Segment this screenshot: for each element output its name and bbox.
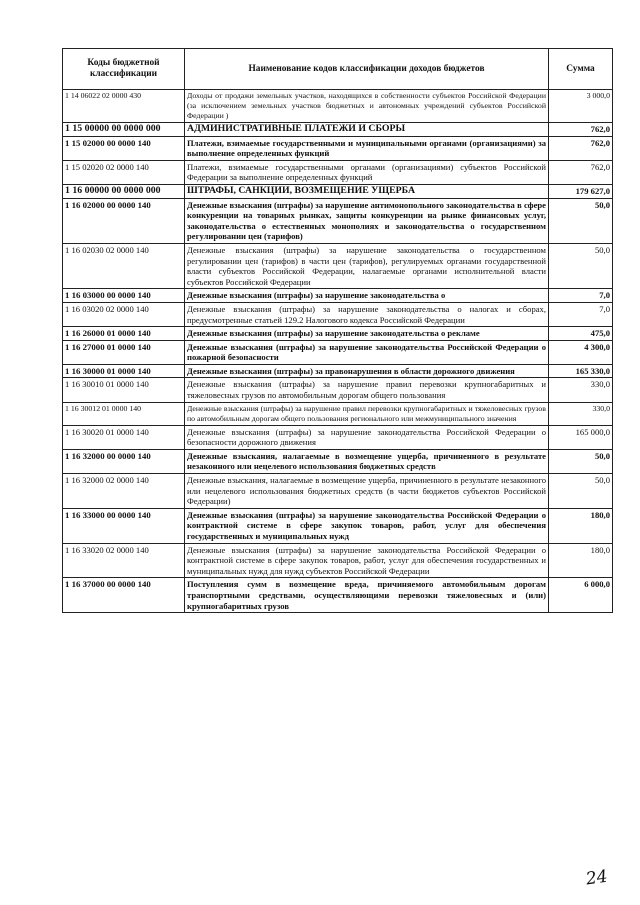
table-row	[63, 543, 613, 578]
code-cell: 1 16 03000 00 0000 140	[63, 289, 185, 303]
name-cell: ШТРАФЫ, САНКЦИИ, ВОЗМЕЩЕНИЕ УЩЕРБА	[185, 184, 549, 198]
name-cell: Денежные взыскания (штрафы) за нарушение антимонопольного законодательства в сфере конкуренции на товарных рынках, защиты конкуренции на рынке финансовых услуг, законодательства о естественных монополиях и законодательства о государственном регулировании цен (тарифов)	[185, 198, 549, 243]
name-cell: Денежные взыскания, налагаемые в возмещение ущерба, причиненного в результате незаконного или нецелевого использования бюджетных средств	[185, 449, 549, 473]
name-cell: Поступления сумм в возмещение вреда, причиняемого автомобильным дорогам транспортными средствами, осуществляющими перевозки тяжеловесных и (или) крупногабаритных грузов	[185, 578, 549, 613]
name-cell: Денежные взыскания (штрафы) за нарушение законодательства о налогах и сборах, предусмотренные статьей 129.2 Налогового кодекса Российской Федерации	[185, 302, 549, 326]
name-cell: Денежные взыскания (штрафы) за правонарушения в области дорожного движения	[185, 364, 549, 378]
name-cell: Денежные взыскания (штрафы) за нарушение правил перевозки крупногабаритных и тяжеловесных грузов по автомобильным дорогам общего пользования	[185, 378, 549, 402]
sum-cell: 50,0	[549, 474, 613, 509]
sum-cell: 3 000,0	[549, 90, 613, 123]
table-row	[63, 474, 613, 509]
table-row	[63, 123, 613, 137]
table-row	[63, 449, 613, 473]
sum-cell: 762,0	[549, 123, 613, 137]
code-cell: 1 16 03020 02 0000 140	[63, 302, 185, 326]
table-row	[63, 289, 613, 303]
name-cell: Денежные взыскания (штрафы) за нарушение законодательства о рекламе	[185, 327, 549, 341]
name-cell: Платежи, взимаемые государственными и муниципальными органами (организациями) за выполнение определенных функций	[185, 136, 549, 160]
sum-cell: 762,0	[549, 136, 613, 160]
table-row	[63, 425, 613, 449]
sum-cell: 330,0	[549, 378, 613, 402]
header-name: Наименование кодов классификации доходов бюджетов	[185, 49, 549, 90]
header-code: Коды бюджетной классификации	[63, 49, 185, 90]
code-cell: 1 16 33020 02 0000 140	[63, 543, 185, 578]
table-row	[63, 508, 613, 543]
table-row	[63, 340, 613, 364]
sum-cell: 4 300,0	[549, 340, 613, 364]
code-cell: 1 16 33000 00 0000 140	[63, 508, 185, 543]
page-number: 24	[584, 866, 609, 890]
name-cell: Денежные взыскания (штрафы) за нарушение законодательства о государственном регулировании цен (тарифов) в части цен (тарифов), регулируемых органами государственной власти субъектов Российской Федерации, налагаемые органами исполнительной власти субъектов Российской Федерации	[185, 243, 549, 288]
code-cell: 1 16 30000 01 0000 140	[63, 364, 185, 378]
name-cell: Денежные взыскания (штрафы) за нарушение законодательства Российской Федерации о безопасности дорожного движения	[185, 425, 549, 449]
code-cell: 1 16 02030 02 0000 140	[63, 243, 185, 288]
code-cell: 1 16 32000 00 0000 140	[63, 449, 185, 473]
code-cell: 1 16 00000 00 0000 000	[63, 184, 185, 198]
sum-cell: 6 000,0	[549, 578, 613, 613]
table-row	[63, 90, 613, 123]
table-row	[63, 198, 613, 243]
code-cell: 1 16 02000 00 0000 140	[63, 198, 185, 243]
table-row	[63, 302, 613, 326]
sum-cell: 165 000,0	[549, 425, 613, 449]
code-cell: 1 16 37000 00 0000 140	[63, 578, 185, 613]
name-cell: Денежные взыскания (штрафы) за нарушение законодательства Российской Федерации о пожарной безопасности	[185, 340, 549, 364]
sum-cell: 330,0	[549, 402, 613, 425]
name-cell: Денежные взыскания, налагаемые в возмещение ущерба, причиненного в результате незаконного или нецелевого использования бюджетных средств (в части бюджетов субъектов Российской Федерации)	[185, 474, 549, 509]
name-cell: Платежи, взимаемые государственными органами (организациями) субъектов Российской Федерации за выполнение определенных функций	[185, 160, 549, 184]
sum-cell: 180,0	[549, 508, 613, 543]
code-cell: 1 16 30010 01 0000 140	[63, 378, 185, 402]
code-cell: 1 16 32000 02 0000 140	[63, 474, 185, 509]
name-cell: Денежные взыскания (штрафы) за нарушение законодательства Российской Федерации о контрактной системе в сфере закупок товаров, работ, услуг для обеспечения государственных и муниципальных нужд для нужд субъектов Российской Федерации	[185, 543, 549, 578]
sum-cell: 179 627,0	[549, 184, 613, 198]
sum-cell: 475,0	[549, 327, 613, 341]
code-cell: 1 16 26000 01 0000 140	[63, 327, 185, 341]
sum-cell: 50,0	[549, 449, 613, 473]
name-cell: Денежные взыскания (штрафы) за нарушение правил перевозки крупногабаритных и тяжеловесных грузов по автомобильным дорогам общего пользования регионального или межмуниципального значения	[185, 402, 549, 425]
table-row	[63, 578, 613, 613]
sum-cell: 50,0	[549, 243, 613, 288]
sum-cell: 165 330,0	[549, 364, 613, 378]
table-row	[63, 243, 613, 288]
code-cell: 1 16 27000 01 0000 140	[63, 340, 185, 364]
sum-cell: 7,0	[549, 289, 613, 303]
table-row	[63, 184, 613, 198]
table-row	[63, 327, 613, 341]
name-cell: АДМИНИСТРАТИВНЫЕ ПЛАТЕЖИ И СБОРЫ	[185, 123, 549, 137]
budget-revenue-table	[62, 48, 613, 613]
sum-cell: 50,0	[549, 198, 613, 243]
name-cell: Денежные взыскания (штрафы) за нарушение законодательства о	[185, 289, 549, 303]
table-header-row	[63, 49, 613, 90]
table-row	[63, 402, 613, 425]
table-row	[63, 160, 613, 184]
code-cell: 1 14 06022 02 0000 430	[63, 90, 185, 123]
header-sum: Сумма	[549, 49, 613, 90]
code-cell: 1 15 02000 00 0000 140	[63, 136, 185, 160]
sum-cell: 7,0	[549, 302, 613, 326]
name-cell: Денежные взыскания (штрафы) за нарушение законодательства Российской Федерации о контрактной системе в сфере закупок товаров, работ, услуг для обеспечения государственных и муниципальных нужд	[185, 508, 549, 543]
table-row	[63, 364, 613, 378]
table-row	[63, 136, 613, 160]
sum-cell: 180,0	[549, 543, 613, 578]
code-cell: 1 15 02020 02 0000 140	[63, 160, 185, 184]
code-cell: 1 16 30012 01 0000 140	[63, 402, 185, 425]
code-cell: 1 15 00000 00 0000 000	[63, 123, 185, 137]
table-row	[63, 378, 613, 402]
sum-cell: 762,0	[549, 160, 613, 184]
name-cell: Доходы от продажи земельных участков, находящихся в собственности субъектов Российской Федерации (за исключением земельных участков бюджетных и автономных учреждений субъектов Российской Федерации )	[185, 90, 549, 123]
code-cell: 1 16 30020 01 0000 140	[63, 425, 185, 449]
